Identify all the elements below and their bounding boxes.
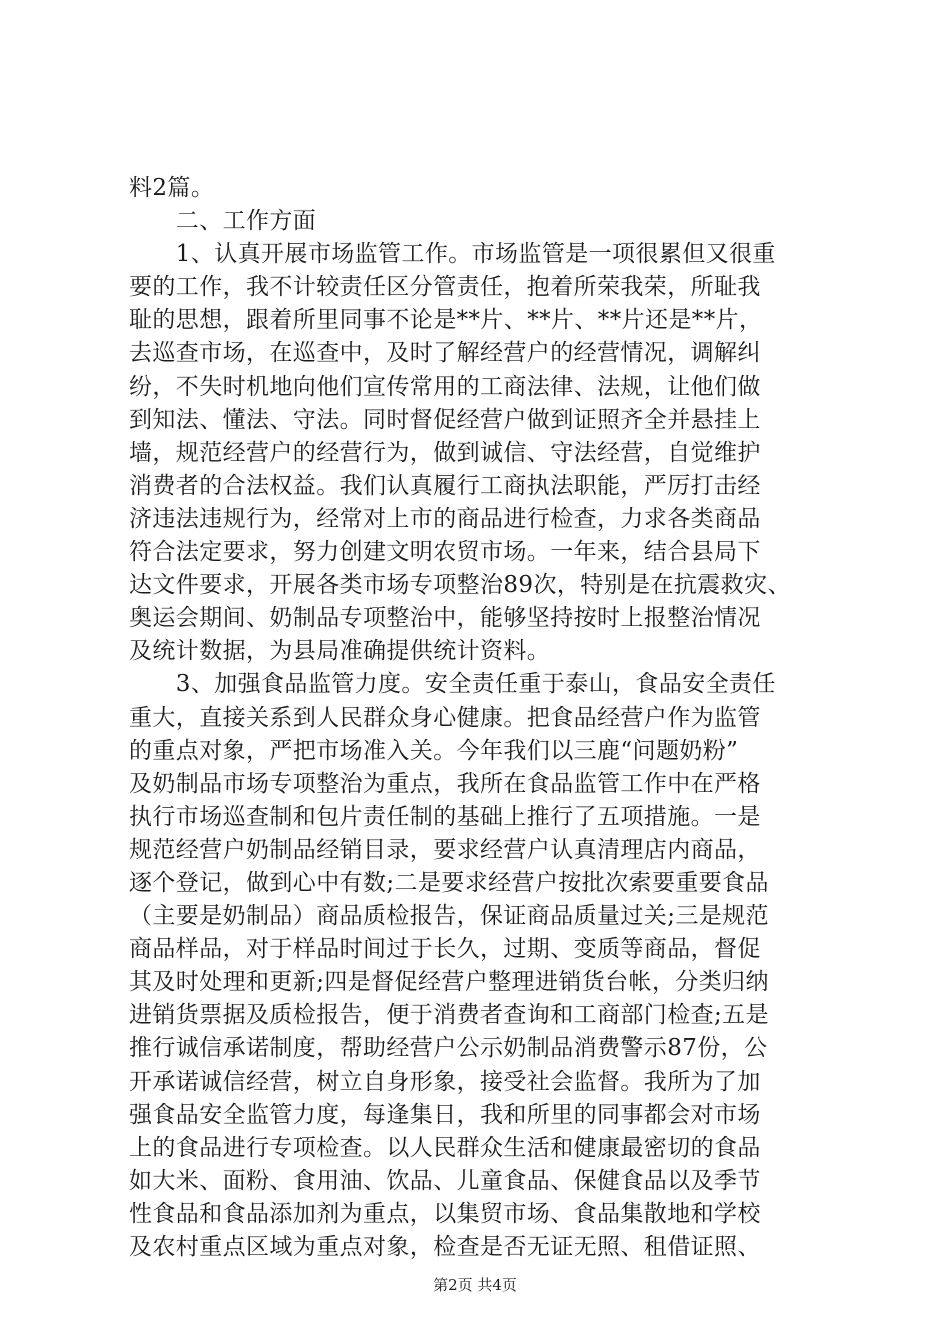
text-line: 重大，直接关系到人民群众身心健康。把食品经营户作为监管 (129, 704, 761, 731)
text-line: 纷，不失时机地向他们宣传常用的工商法律、法规，让他们做 (129, 373, 761, 400)
text-line: 1、认真开展市场监管工作。市场监管是一项很累但又很重 (129, 241, 776, 268)
text-line: 开承诺诚信经营，树立自身形象，接受社会监督。我所为了加 (129, 1068, 761, 1095)
text-line: 及统计数据，为县局准确提供统计资料。 (129, 638, 551, 665)
text-line: 达文件要求，开展各类市场专项整治89次，特别是在抗震救灾、 (129, 572, 791, 599)
text-line: 耻的思想，跟着所里同事不论是**片、**片、**片还是**片， (129, 307, 763, 334)
text-line: 性食品和食品添加剂为重点，以集贸市场、食品集散地和学校 (129, 1200, 761, 1227)
text-line: 执行市场巡查制和包片责任制的基础上推行了五项措施。一是 (129, 803, 761, 830)
text-line: 其及时处理和更新;四是督促经营户整理进销货台帐，分类归纳 (129, 969, 769, 996)
text-line: 去巡查市场，在巡查中，及时了解经营户的经营情况，调解纠 (129, 340, 761, 367)
text-line: 商品样品，对于样品时间过于长久，过期、变质等商品，督促 (129, 936, 761, 963)
text-line: 符合法定要求，努力创建文明农贸市场。一年来，结合县局下 (129, 539, 761, 566)
body-text (129, 172, 829, 1264)
text-line: 3、加强食品监管力度。安全责任重于泰山，食品安全责任 (129, 671, 776, 698)
text-line: 二、工作方面 (129, 208, 317, 235)
text-line: 到知法、懂法、守法。同时督促经营户做到证照齐全并悬挂上 (129, 406, 761, 433)
text-line: 料2篇。 (129, 175, 215, 201)
text-line: 墙，规范经营户的经营行为，做到诚信、守法经营，自觉维护 (129, 439, 761, 466)
text-line: 济违法违规行为，经常对上市的商品进行检查，力求各类商品 (129, 505, 761, 532)
text-line: 要的工作，我不计较责任区分管责任，抱着所荣我荣，所耻我 (129, 274, 761, 301)
text-line: 奥运会期间、奶制品专项整治中，能够坚持按时上报整治情况 (129, 605, 761, 632)
text-line: 上的食品进行专项检查。以人民群众生活和健康最密切的食品 (129, 1134, 761, 1161)
text-line: 消费者的合法权益。我们认真履行工商执法职能，严厉打击经 (129, 472, 761, 499)
text-line: 的重点对象，严把市场准入关。今年我们以三鹿“问题奶粉” (129, 737, 739, 764)
text-line: 强食品安全监管力度，每逢集日，我和所里的同事都会对市场 (129, 1101, 761, 1128)
text-line: 如大米、面粉、食用油、饮品、儿童食品、保健食品以及季节 (129, 1167, 761, 1194)
text-line: 进销货票据及质检报告，便于消费者查询和工商部门检查;五是 (129, 1002, 769, 1029)
text-line: 及奶制品市场专项整治为重点，我所在食品监管工作中在严格 (129, 770, 761, 797)
text-line: 推行诚信承诺制度，帮助经营户公示奶制品消费警示87份，公 (129, 1035, 768, 1062)
text-line: 规范经营户奶制品经销目录，要求经营户认真清理店内商品， (129, 836, 761, 863)
text-line: 逐个登记，做到心中有数;二是要求经营户按批次索要重要食品 (129, 869, 769, 896)
page-footer: 第2页 共4页 (433, 1276, 517, 1294)
text-line: （主要是奶制品）商品质检报告，保证商品质量过关;三是规范 (129, 903, 769, 930)
text-line: 及农村重点区域为重点对象，检查是否无证无照、租借证照、 (129, 1234, 761, 1260)
